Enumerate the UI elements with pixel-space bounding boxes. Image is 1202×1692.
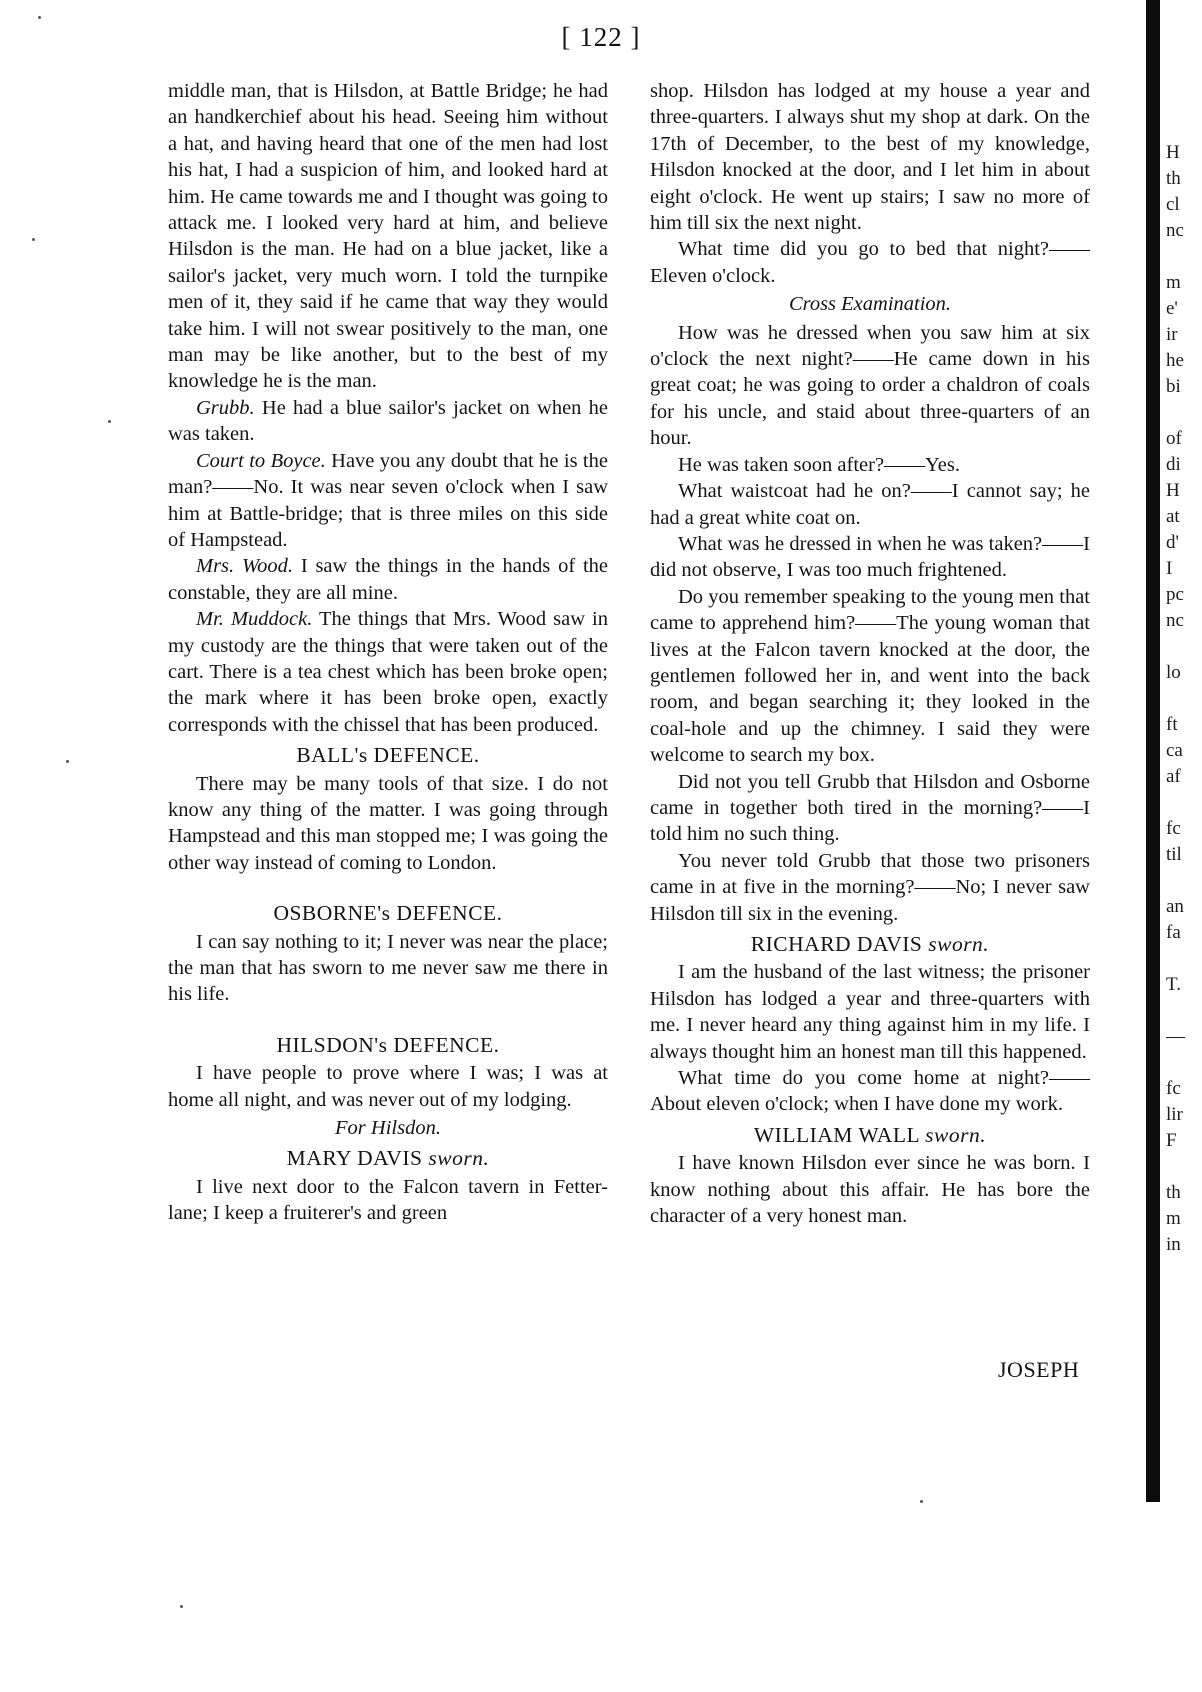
next-page-fragment: nc (1166, 220, 1184, 241)
next-page-fragment: til (1166, 844, 1182, 865)
testimony-paragraph (168, 448, 608, 554)
testimony-paragraph (168, 395, 608, 448)
next-page-fragment (1166, 634, 1200, 660)
next-page-fragment: — (1166, 1026, 1185, 1047)
paragraph: What time did you go to bed that night?——Eleven o'clock. (650, 238, 1090, 287)
subheading-for-hilsdon: For Hilsdon. (335, 1117, 441, 1140)
next-page-fragment: th (1166, 1182, 1181, 1203)
next-page-fragment (1166, 244, 1200, 270)
testimony-text: The things that Mrs. Wood saw in my custody are the things that were taken out of the cart. There is a tea chest which has been broke open; the mark where it has been broke open, exactly corresponds with the chissel that has been produced. (168, 608, 608, 736)
catchword: JOSEPH (998, 1357, 1080, 1382)
book-gutter-shadow (1146, 0, 1160, 1502)
paragraph: What was he dressed in when he was taken?——I did not observe, I was too much frightened. (650, 532, 1090, 582)
page-number: [ 122 ] (561, 22, 641, 52)
next-page-fragment: th (1166, 168, 1181, 189)
next-page-fragment: T. (1166, 974, 1181, 995)
next-page-fragment (1166, 946, 1200, 972)
next-page-fragment: an (1166, 896, 1184, 917)
testimony-paragraph (168, 606, 608, 738)
testimony-text: I saw the things in the hands of the constable, they are all mine. (168, 555, 608, 604)
next-page-fragment (1166, 790, 1200, 816)
paper-speck (180, 1605, 183, 1608)
next-page-fragment (1166, 1050, 1200, 1076)
paragraph: middle man, that is Hilsdon, at Battle Bridge; he had an handkerchief about his head. Seeing him without a hat, and having heard that one of the men had lost his hat, I had a suspicion of him, and looked hard at him. He came towards me and I thought was going to attack me. I looked very hard at him, and believe Hilsdon is the man. He had on a blue jacket, like a sailor's jacket, very much worn. I told the turnpike men of it, they said if he came that way they would take him. I will not swear positively to the man, one man may be like another, but to the best of my knowledge he is the man. (168, 80, 608, 393)
testimony-text: Have you any doubt that he is the man?——No. It was near seven o'clock when I saw him at Battle-bridge; that is three miles on this side of Hampstead. (168, 449, 608, 551)
next-page-fragment: d' (1166, 532, 1179, 553)
witness-heading-richard-davis (650, 931, 1090, 957)
witness-heading-william-wall (650, 1122, 1090, 1148)
next-page-fragment: F (1166, 1130, 1177, 1151)
speaker-name: Grubb. (196, 396, 255, 419)
next-page-fragment: lir (1166, 1104, 1183, 1125)
testimony-text: He had a blue sailor's jacket on when he was taken. (168, 396, 608, 446)
next-page-fragment: nc (1166, 610, 1184, 631)
testimony-paragraph (168, 553, 608, 606)
right-column (650, 78, 1090, 1229)
sworn-label: sworn. (428, 1146, 490, 1171)
paragraph: I have known Hilsdon ever since he was born. I know nothing about this affair. He has bore the character of a very honest man. (650, 1152, 1090, 1228)
next-page-fragment: fa (1166, 922, 1181, 943)
next-page-fragment: m (1166, 1208, 1181, 1229)
next-page-fragment: ca (1166, 740, 1183, 761)
next-page-fragment (1166, 686, 1200, 712)
paragraph: I am the husband of the last witness; the prisoner Hilsdon has lodged a year and three-quarters with me. I never heard any thing against him in my life. I always thought him an honest man till this happened. (650, 961, 1090, 1063)
paragraph: There may be many tools of that size. I do not know any thing of the matter. I was going through Hampstead and this man stopped me; I was going the other way instead of coming to London. (168, 772, 608, 874)
next-page-fragment: H (1166, 142, 1180, 163)
paragraph: Do you remember speaking to the young men that came to apprehend him?——The young woman that lives at the Falcon tavern knocked at the door, the gentlemen followed her in, and went into the back room, and began searching it; they looked in the coal-hole and up the chimney. I said they were welcome to search my box. (650, 585, 1090, 767)
next-page-fragment (1166, 868, 1200, 894)
paragraph: shop. Hilsdon has lodged at my house a year and three-quarters. I always shut my shop at dark. On the 17th of December, to the best of my knowledge, Hilsdon knocked at the door, and I let him in about eight o'clock. He went up stairs; I saw no more of him till six the next night. (650, 80, 1090, 235)
paragraph: How was he dressed when you saw him at six o'clock the next night?——He came down in his great coat; he was going to order a chaldron of coals for his uncle, and staid about three-quarters of an hour. (650, 321, 1090, 450)
paper-speck (66, 760, 69, 763)
paragraph: You never told Grubb that those two prisoners came in at five in the morning?——No; I never saw Hilsdon till six in the evening. (650, 849, 1090, 925)
left-column (168, 78, 608, 1227)
next-page-fragment (1166, 998, 1200, 1024)
next-page-fragment: di (1166, 454, 1181, 475)
next-page-fragment: H (1166, 480, 1180, 501)
section-heading-ball-defence: BALL's DEFENCE. (296, 743, 480, 768)
subheading-cross-examination: Cross Examination. (788, 293, 952, 316)
next-page-fragment: e' (1166, 298, 1178, 319)
speaker-name: Mr. Muddock. (196, 608, 313, 631)
paragraph: I live next door to the Falcon tavern in Fetter-lane; I keep a fruiterer's and green (168, 1175, 608, 1225)
section-heading-hilsdon-defence: HILSDON's DEFENCE. (276, 1032, 500, 1057)
speaker-name: Court to Boyce. (196, 449, 326, 472)
paragraph: What time do you come home at night?——About eleven o'clock; when I have done my work. (650, 1067, 1090, 1116)
witness-heading-mary-davis (168, 1145, 608, 1171)
paper-speck (32, 238, 35, 241)
paper-speck (108, 420, 111, 423)
witness-name: MARY DAVIS (286, 1146, 423, 1171)
next-page-fragment (1166, 1154, 1200, 1180)
next-page-fragment: cl (1166, 194, 1180, 215)
next-page-fragment: of (1166, 428, 1182, 449)
paper-speck (38, 16, 41, 19)
speaker-name: Mrs. Wood. (196, 555, 294, 578)
next-page-fragment: bi (1166, 376, 1181, 397)
paragraph: What waistcoat had he on?——I cannot say; he had a great white coat on. (650, 480, 1090, 529)
next-page-fragment: he (1166, 350, 1184, 371)
sworn-label: sworn. (925, 1122, 987, 1147)
next-page-edge (1166, 140, 1200, 1258)
next-page-fragment: in (1166, 1234, 1181, 1255)
paragraph: Did not you tell Grubb that Hilsdon and Osborne came in together both tired in the morning?——I told him no such thing. (650, 770, 1090, 846)
witness-name: RICHARD DAVIS (750, 932, 923, 956)
next-page-fragment: pc (1166, 584, 1184, 605)
next-page-fragment: ir (1166, 324, 1178, 345)
next-page-fragment: m (1166, 272, 1181, 293)
next-page-fragment: af (1166, 766, 1181, 787)
paper-speck (920, 1500, 923, 1503)
section-heading-osborne-defence: OSBORNE's DEFENCE. (273, 901, 503, 926)
next-page-fragment: fc (1166, 1078, 1181, 1099)
next-page-fragment: I (1166, 558, 1173, 579)
paragraph: I can say nothing to it; I never was near the place; the man that has sworn to me never saw me there in his life. (168, 930, 608, 1006)
sworn-label: sworn. (928, 932, 990, 956)
witness-name: WILLIAM WALL (753, 1122, 920, 1147)
next-page-fragment: fc (1166, 818, 1181, 839)
next-page-fragment (1166, 400, 1200, 426)
next-page-fragment: lo (1166, 662, 1181, 683)
next-page-fragment: ft (1166, 714, 1178, 735)
paragraph: I have people to prove where I was; I was at home all night, and was never out of my lodging. (168, 1062, 608, 1111)
next-page-fragment: at (1166, 506, 1180, 527)
paragraph: He was taken soon after?——Yes. (678, 453, 961, 476)
